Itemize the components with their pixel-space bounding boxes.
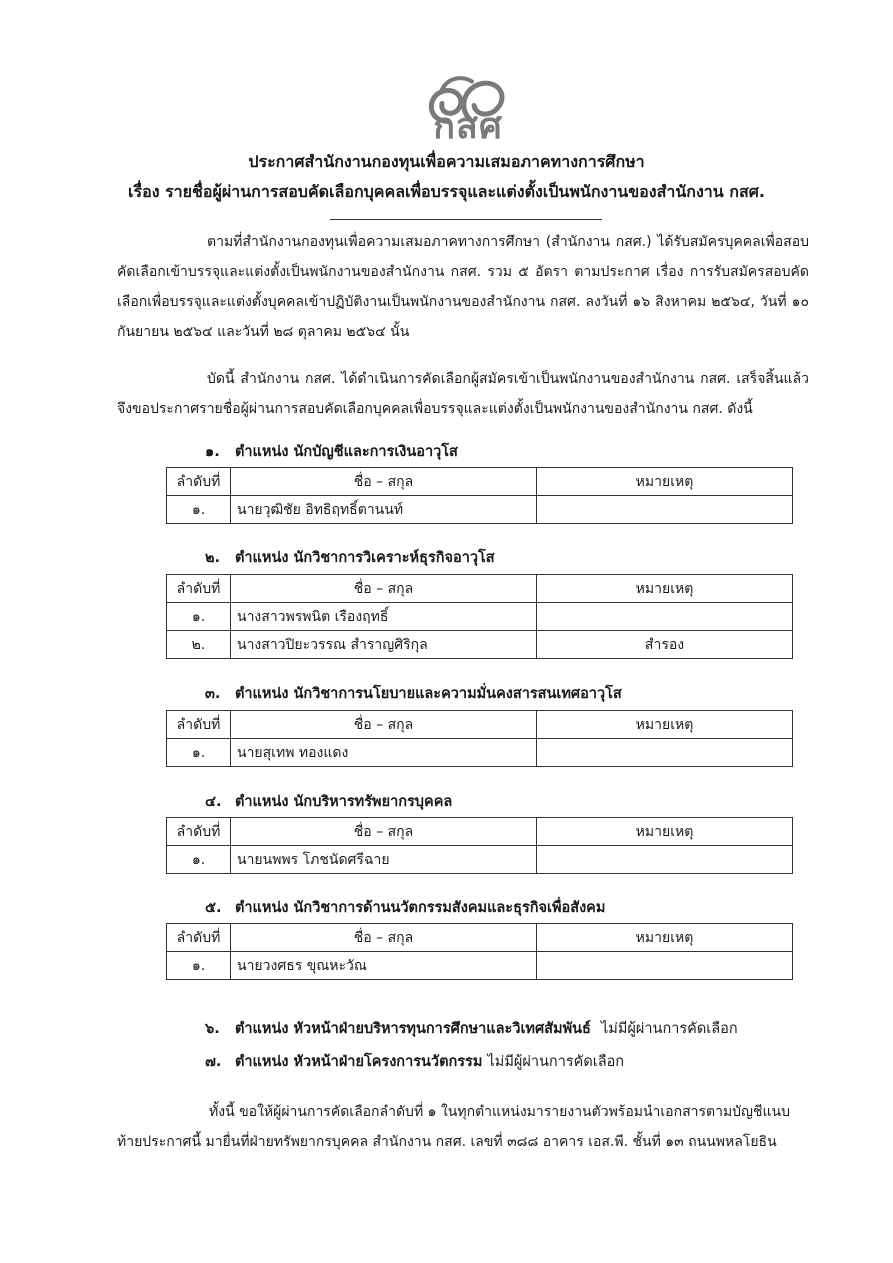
section-label: ตำแหน่ง หัวหน้าฝ่ายโครงการนวัตกรรม bbox=[235, 1054, 483, 1070]
section-number: ๓. bbox=[205, 686, 221, 702]
col-order-header: ลำดับที่ bbox=[167, 575, 231, 603]
section-note: ไม่มีผู้ผ่านการคัดเลือก bbox=[601, 1021, 738, 1037]
title-divider bbox=[330, 219, 602, 220]
section-3-table bbox=[166, 710, 793, 767]
section-label: ตำแหน่ง นักบริหารทรัพยากรบุคคล bbox=[235, 794, 453, 810]
section-2-heading bbox=[205, 546, 495, 569]
col-name-header: ชื่อ – สกุล bbox=[231, 468, 537, 496]
row-name: นางสาวปิยะวรรณ สำราญศิริกุล bbox=[231, 631, 537, 659]
row-name: นายวุฒิชัย อิทธิฤทธิ์ตานนท์ bbox=[231, 496, 537, 524]
result-paragraph-text: บัดนี้ สำนักงาน กสศ. ได้ดำเนินการคัดเลือกผู้สมัครเข้าเป็นพนักงานของสำนักงาน กสศ. เสร็จสิ้นแล้ว จึงขอประกาศรายชื่อผู้ผ่านการสอบคัดเลือกบุคคลเพื่อบรรจุและแต่งตั้งเป็นพนักงานของสำนักงาน กสศ. ดังนี้ bbox=[117, 371, 809, 417]
row-remark bbox=[537, 846, 793, 874]
row-remark bbox=[537, 496, 793, 524]
row-name: นายสุเทพ ทองแดง bbox=[231, 739, 537, 767]
table-row bbox=[167, 846, 793, 874]
section-3-heading bbox=[205, 682, 622, 705]
col-remark-header: หมายเหตุ bbox=[537, 575, 793, 603]
closing-paragraph bbox=[117, 1097, 809, 1157]
row-order: ๑. bbox=[167, 603, 231, 631]
table-row bbox=[167, 739, 793, 767]
logo-wordmark: กสศ bbox=[433, 106, 503, 147]
row-remark: สำรอง bbox=[537, 631, 793, 659]
row-name: นายนพพร โภชนัดศรีฉาย bbox=[231, 846, 537, 874]
col-name-header: ชื่อ – สกุล bbox=[231, 711, 537, 739]
col-order-header: ลำดับที่ bbox=[167, 711, 231, 739]
closing-paragraph-text: ทั้งนี้ ขอให้ผู้ผ่านการคัดเลือกลำดับที่ ๑ ในทุกตำแหน่งมารายงานตัวพร้อมนำเอกสารตามบัญชีแนบท้ายประกาศนี้ มายื่นที่ฝ่ายทรัพยากรบุคคล สำนักงาน กสศ. เลขที่ ๓๘๘ อาคาร เอส.พี. ชั้นที่ ๑๓ ถนนพหลโยธิน bbox=[117, 1104, 790, 1150]
section-6-heading bbox=[205, 1017, 738, 1040]
intro-paragraph bbox=[117, 227, 809, 347]
section-number: ๖. bbox=[205, 1021, 220, 1037]
section-2-table bbox=[166, 574, 793, 659]
table-row bbox=[167, 603, 793, 631]
col-remark-header: หมายเหตุ bbox=[537, 711, 793, 739]
row-name: นายวงศธร ขุณหะวัณ bbox=[231, 952, 537, 980]
row-remark bbox=[537, 603, 793, 631]
row-name: นางสาวพรพนิต เรืองฤทธิ์ bbox=[231, 603, 537, 631]
col-name-header: ชื่อ – สกุล bbox=[231, 575, 537, 603]
section-label: ตำแหน่ง นักวิชาการด้านนวัตกรรมสังคมและธุรกิจเพื่อสังคม bbox=[235, 900, 606, 916]
table-row bbox=[167, 496, 793, 524]
section-label: ตำแหน่ง นักวิชาการวิเคราะห์ธุรกิจอาวุโส bbox=[235, 550, 495, 566]
announcement-subject: เรื่อง รายชื่อผู้ผ่านการสอบคัดเลือกบุคคลเพื่อบรรจุและแต่งตั้งเป็นพนักงานของสำนักงาน กสศ. bbox=[128, 182, 765, 201]
table-header-row bbox=[167, 818, 793, 846]
table-header-row bbox=[167, 711, 793, 739]
section-number: ๒. bbox=[205, 550, 221, 566]
intro-paragraph-text: ตามที่สำนักงานกองทุนเพื่อความเสมอภาคทางการศึกษา (สำนักงาน กสศ.) ได้รับสมัครบุคคลเพื่อสอบคัดเลือกเข้าบรรจุและแต่งตั้งเป็นพนักงานของสำนักงาน กสศ. รวม ๕ อัตรา ตามประกาศ เรื่อง การรับสมัครสอบคัดเลือกเพื่อบรรจุและแต่งตั้งบุคคลเข้าปฏิบัติงานเป็นพนักงานของสำนักงาน กสศ. ลงวันที่ ๑๖ สิงหาคม ๒๕๖๔, วันที่ ๑๐ กันยายน ๒๕๖๔ และวันที่ ๒๘ ตุลาคม ๒๕๖๔ นั้น bbox=[117, 234, 809, 340]
col-remark-header: หมายเหตุ bbox=[537, 924, 793, 952]
section-4-table bbox=[166, 817, 793, 874]
section-5-heading bbox=[205, 896, 605, 919]
section-1-heading bbox=[205, 440, 458, 463]
col-remark-header: หมายเหตุ bbox=[537, 468, 793, 496]
section-label: ตำแหน่ง นักวิชาการนโยบายและความมั่นคงสารสนเทศอาวุโส bbox=[235, 686, 622, 702]
col-order-header: ลำดับที่ bbox=[167, 468, 231, 496]
section-7-heading bbox=[205, 1050, 624, 1073]
eef-logo bbox=[418, 52, 518, 147]
section-number: ๔. bbox=[205, 794, 222, 810]
row-order: ๑. bbox=[167, 739, 231, 767]
section-5-table bbox=[166, 923, 793, 980]
table-row bbox=[167, 952, 793, 980]
section-label: ตำแหน่ง นักบัญชีและการเงินอาวุโส bbox=[235, 444, 458, 460]
row-order: ๑. bbox=[167, 496, 231, 524]
section-label: ตำแหน่ง หัวหน้าฝ่ายบริหารทุนการศึกษาและวิเทศสัมพันธ์ bbox=[235, 1021, 591, 1037]
section-4-heading bbox=[205, 790, 452, 813]
section-number: ๕. bbox=[205, 900, 222, 916]
section-number: ๑. bbox=[205, 444, 220, 460]
table-header-row bbox=[167, 924, 793, 952]
row-order: ๑. bbox=[167, 846, 231, 874]
announcement-title: ประกาศสำนักงานกองทุนเพื่อความเสมอภาคทางการศึกษา bbox=[248, 152, 645, 171]
table-header-row bbox=[167, 575, 793, 603]
col-order-header: ลำดับที่ bbox=[167, 818, 231, 846]
col-name-header: ชื่อ – สกุล bbox=[231, 818, 537, 846]
section-1-table bbox=[166, 467, 793, 524]
col-name-header: ชื่อ – สกุล bbox=[231, 924, 537, 952]
table-header-row bbox=[167, 468, 793, 496]
row-order: ๑. bbox=[167, 952, 231, 980]
row-order: ๒. bbox=[167, 631, 231, 659]
row-remark bbox=[537, 952, 793, 980]
table-row bbox=[167, 631, 793, 659]
section-number: ๗. bbox=[205, 1054, 222, 1070]
col-remark-header: หมายเหตุ bbox=[537, 818, 793, 846]
col-order-header: ลำดับที่ bbox=[167, 924, 231, 952]
row-remark bbox=[537, 739, 793, 767]
result-paragraph bbox=[117, 364, 809, 424]
section-note: ไม่มีผู้ผ่านการคัดเลือก bbox=[487, 1054, 625, 1070]
